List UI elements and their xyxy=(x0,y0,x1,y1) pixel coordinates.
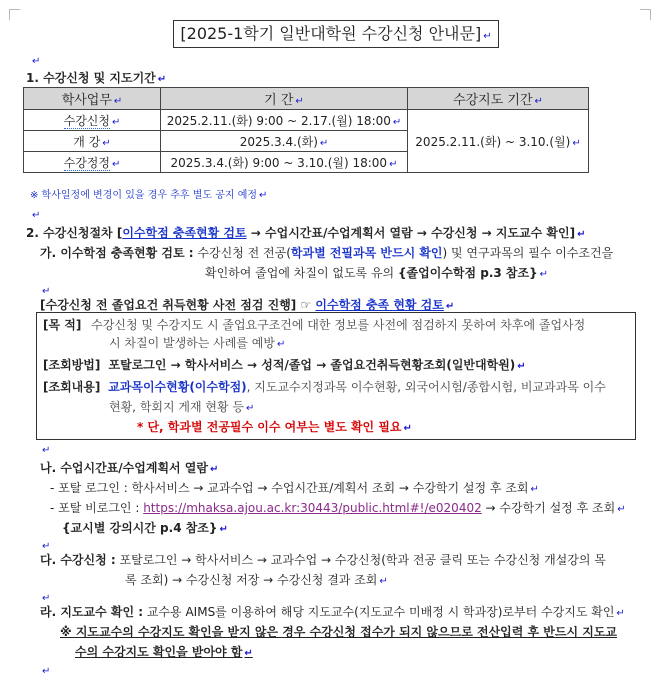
box-method-row: [조회방법] 포탈로그인 → 학사서비스 → 성적/졸업 → 졸업요건취득현황조회(일반대학원) ↵ xyxy=(43,358,526,372)
section1-heading: 1. 수강신청 및 지도기간 ↵ xyxy=(26,71,167,85)
requirement-check-link[interactable]: 이수학점 충족현황 검토 xyxy=(122,226,247,240)
section2-heading: 2. 수강신청절차 [이수학점 충족현황 검토 → 수업시간표/수업계획서 열람 → 수강신청 → 지도교수 확인] ↵ xyxy=(26,226,586,240)
table-cell-task: 수강정정 ↵ xyxy=(24,152,161,173)
section2-da-line1: 다. 수강신청 : 포탈로그인 → 학사서비스 → 교과수업 → 수강신청(학과 전공 클릭 또는 수강신청 개설강의 목 xyxy=(40,553,606,567)
table-cell-period: 2025.3.4.(화) 9:00 ~ 3.10.(월) 18:00 ↵ xyxy=(161,152,408,173)
box-content-row-2: 현황, 학회지 게재 현황 등 ↵ xyxy=(109,400,255,414)
schedule-note: ※ 학사일정에 변경이 있을 경우 추후 별도 공지 예정 ↵ xyxy=(30,190,268,201)
section2-ga-line1: 가. 이수학점 충족현황 검토 : 수강신청 전 전공(학과별 전필과목 반드시 확인) 및 연구과목의 필수 이수조건을 xyxy=(40,246,614,260)
margin-corner-mark xyxy=(9,9,20,20)
table-cell-period: 2025.2.11.(화) 9:00 ~ 2.17.(월) 18:00 ↵ xyxy=(161,110,408,131)
section2-na-heading: 나. 수업시간표/수업계획서 열람 ↵ xyxy=(40,461,219,475)
empty-paragraph: ↵ xyxy=(42,445,51,456)
graduation-check-box xyxy=(36,312,636,440)
na-reference: {교시별 강의시간 p.4 참조} ↵ xyxy=(62,521,228,535)
table-cell-task: 개 강 ↵ xyxy=(24,131,161,152)
box-purpose-row: [목 적] 수강신청 및 수강지도 시 졸업요구조건에 대한 정보를 사전에 점검하지 못하여 차후에 졸업사정 xyxy=(43,318,586,332)
empty-paragraph: ↵ xyxy=(42,541,51,552)
schedule-table xyxy=(23,87,589,173)
timetable-url-link[interactable]: https://mhaksa.ajou.ac.kr:30443/public.html#!/e020402 xyxy=(143,501,482,515)
margin-corner-mark xyxy=(640,9,651,20)
credit-status-link[interactable]: 이수학점 충족 현황 검토 xyxy=(315,298,444,312)
table-cell-period: 2025.3.4.(화) ↵ xyxy=(161,131,408,152)
empty-paragraph: ↵ xyxy=(42,666,51,677)
table-cell-task: 수강신청 ↵ xyxy=(24,110,161,131)
box-content-row: [조회내용] 교과목이수현황(이수학점), 지도교수지정과목 이수현황, 외국어시험/종합시험, 비교과과목 이수 xyxy=(43,380,606,394)
na-portal-nologin: - 포탈 비로그인 : https://mhaksa.ajou.ac.kr:30443/public.html#!/e020402 → 수강학기 설정 후 조회 ↵ xyxy=(50,501,626,515)
ra-warning-2: 수의 수강지도 확인을 받아야 함 ↵ xyxy=(75,645,253,659)
box-purpose-row-2: 시 차질이 발생하는 사례를 예방 ↵ xyxy=(109,336,286,350)
section2-ga-line2: 확인하여 졸업에 차질이 없도록 유의 {졸업이수학점 p.3 참조} ↵ xyxy=(205,266,549,280)
page-title: [2025-1학기 일반대학원 수강신청 안내문] ↵ xyxy=(173,20,499,48)
table-header: 학사업무 ↵ xyxy=(24,88,161,110)
table-header: 기 간 ↵ xyxy=(161,88,408,110)
box-warning: * 단, 학과별 전공필수 이수 여부는 별도 확인 필요 ↵ xyxy=(137,420,412,434)
table-header: 수강지도 기간 ↵ xyxy=(408,88,589,110)
empty-paragraph: ↵ xyxy=(42,593,51,604)
section2-ra-line: 라. 지도교수 확인 : 교수용 AIMS를 이용하여 해당 지도교수(지도교수 미배정 시 학과장)로부터 수강지도 확인 ↵ xyxy=(40,605,625,619)
paragraph-mark-icon: ↵ xyxy=(483,31,492,42)
empty-paragraph: ↵ xyxy=(32,56,41,67)
section2-da-line2: 록 조회) → 수강신청 저장 → 수강신청 결과 조회 ↵ xyxy=(125,573,388,587)
empty-paragraph: ↵ xyxy=(32,210,41,221)
na-portal-login: - 포탈 로그인 : 학사서비스 → 교과수업 → 수업시간표/계획서 조회 → 수강학기 설정 후 조회 ↵ xyxy=(50,481,539,495)
table-cell-guidance: 2025.2.11.(화) ~ 3.10.(월) ↵ xyxy=(408,110,589,173)
empty-paragraph: ↵ xyxy=(42,286,51,297)
precheck-line: [수강신청 전 졸업요건 취득현황 사전 점검 진행] ☞ 이수학점 충족 현황 검토 ↵ xyxy=(40,298,455,312)
ra-warning-1: ※ 지도교수의 수강지도 확인을 받지 않은 경우 수강신청 접수가 되지 않으므로 전산입력 후 반드시 지도교 xyxy=(60,625,618,639)
